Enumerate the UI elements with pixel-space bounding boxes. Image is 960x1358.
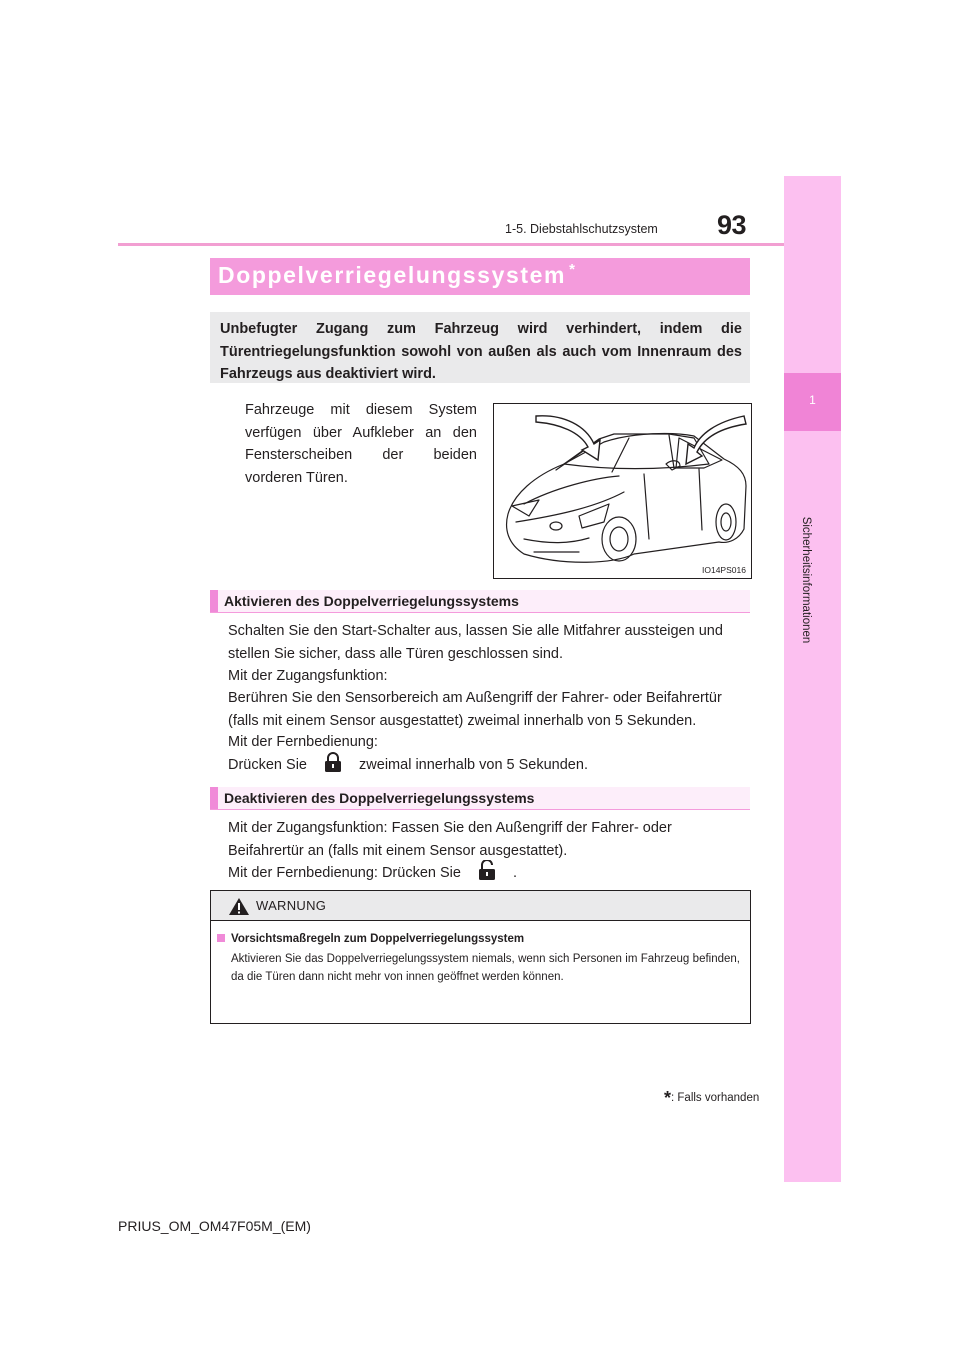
chapter-side-tab <box>784 176 841 1182</box>
activate-line-4 <box>228 752 748 777</box>
footnote-marker: * <box>664 1088 672 1108</box>
warning-subheading-text: Vorsichtsmaßregeln zum Doppelverriegelungssystem <box>231 933 525 945</box>
warning-text: Aktivieren Sie das Doppelverriegelungssystem niemals, wenn sich Personen im Fahrzeug befinden, da die Türen dann nicht mehr von innen geöffnet werden können. <box>231 953 740 983</box>
heading-accent <box>210 787 218 809</box>
section-label: 1-5. Diebstahlschutzsystem <box>505 222 658 236</box>
page-title-text: Doppelverriegelungssystem <box>218 262 567 288</box>
warning-label: WARNUNG <box>256 898 327 913</box>
deactivate-heading-bar <box>210 787 750 810</box>
figure-code: IO14PS016 <box>702 565 746 575</box>
activate-line-2: Berühren Sie den Sensorbereich am Außengriff der Fahrer- oder Beifahrertür (falls mit einem Sensor ausgestattet) zweimal innerhalb von 5 Sekunden. <box>228 690 722 729</box>
lock-button-icon <box>311 752 355 770</box>
deactivate-line-1: Mit der Zugangsfunktion: Fassen Sie den Außengriff der Fahrer- oder Beifahrertür an (falls mit einem Sensor ausgestattet). <box>228 820 672 859</box>
deactivate-press-after: . <box>513 865 518 881</box>
deactivate-press-before: Mit der Fernbedienung: Drücken Sie <box>228 865 461 881</box>
activate-para: Schalten Sie den Start-Schalter aus, lassen Sie alle Mitfahrer aussteigen und stellen Sie sicher, dass alle Türen geschlossen sind. <box>228 623 723 662</box>
deactivate-line-2 <box>228 860 748 885</box>
warning-header <box>211 891 750 921</box>
unlock-button-icon <box>465 860 509 878</box>
heading-accent <box>210 590 218 612</box>
document-code: PRIUS_OM_OM47F05M_(EM) <box>118 1218 311 1234</box>
footnote-text: : Falls vorhanden <box>671 1092 760 1104</box>
activate-line-1: Mit der Zugangsfunktion: <box>228 668 388 684</box>
header-rule <box>118 243 784 246</box>
sticker-text: Fahrzeuge mit diesem System verfügen über Aufkleber an den Fensterscheiben der beiden vorderen Türen. <box>245 402 477 486</box>
activate-heading-bar <box>210 590 750 613</box>
activate-heading: Aktivieren des Doppelverriegelungssystems <box>224 593 519 609</box>
chapter-title: Sicherheitsinformationen <box>800 516 812 644</box>
footnote <box>664 1088 759 1109</box>
activate-press-before: Drücken Sie <box>228 757 307 773</box>
activate-line-3: Mit der Fernbedienung: <box>228 734 378 750</box>
car-illustration-icon <box>494 404 751 578</box>
warning-subheading <box>217 933 524 945</box>
page-title <box>218 262 577 289</box>
warning-triangle-icon <box>228 897 250 916</box>
bullet-square-icon <box>217 934 225 942</box>
deactivate-heading: Deaktivieren des Doppelverriegelungssystems <box>224 790 535 806</box>
chapter-number: 1 <box>809 393 816 407</box>
activate-press-after: zweimal innerhalb von 5 Sekunden. <box>359 757 588 773</box>
car-figure <box>493 403 752 579</box>
warning-box <box>210 890 751 1024</box>
page-number: 93 <box>717 210 747 240</box>
intro-text: Unbefugter Zugang zum Fahrzeug wird verhindert, indem die Türentriegelungsfunktion sowohl von außen als auch vom Innenraum des Fahrzeugs aus deaktiviert wird. <box>220 321 742 382</box>
optional-marker: * <box>569 261 577 278</box>
